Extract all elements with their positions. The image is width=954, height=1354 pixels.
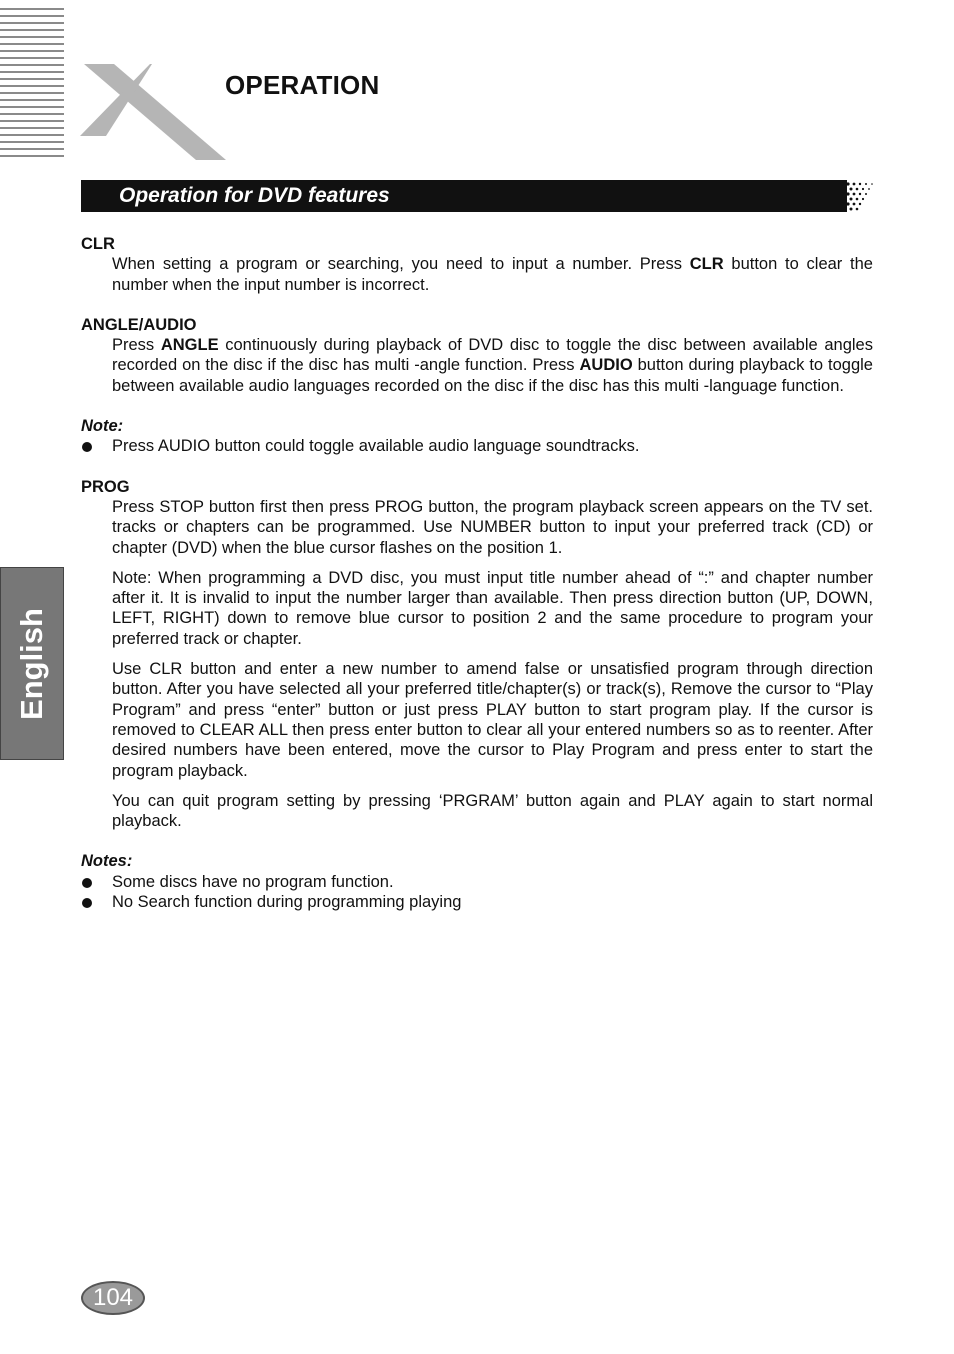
prog-paragraph: Use CLR button and enter a new number to amend false or unsatisfied program through direction button. After you have selected all your preferred title/chapter(s) or track(s), Remove the cursor to “Play Program” and press “enter” button or just press PLAY button to start program play. If the cursor is removed to CLEAR ALL then press enter button to clear all your entered numbers so as to reenter. After desired numbers have been entered, move the cursor to Play Program and press enter to start the program playback. <box>112 660 873 780</box>
note-section <box>81 416 873 457</box>
prog-paragraph: You can quit program setting by pressing ‘PRGRAM’ button again and PLAY again to start normal playback. <box>112 791 873 831</box>
content-body <box>81 234 873 932</box>
notes-heading: Notes: <box>81 852 133 871</box>
clr-description: When setting a program or searching, you need to input a number. Press CLR button to clear the number when the input number is incorrect. <box>112 255 873 294</box>
prog-paragraph: Note: When programming a DVD disc, you must input title number ahead of “:” and chapter number after it. It is invalid to input the number larger than available. Then press direction button (UP, DOWN, LEFT, RIGHT) down to remove blue cursor to position 2 and the same procedure to program your preferred track or chapter. <box>112 568 873 648</box>
prog-heading: PROG <box>81 477 130 496</box>
list-item: Press AUDIO button could toggle available audio language soundtracks. <box>81 436 873 456</box>
list-item: No Search function during programming playing <box>81 892 873 912</box>
angle-audio-description: Press ANGLE continuously during playback of DVD disc to toggle the disc between available angles recorded on the disc if the disc has multi -angle function. Press AUDIO button during playback to toggle between available audio languages recorded on the disc if the disc has this multi -language function. <box>112 336 873 395</box>
page-header-title: OPERATION <box>225 70 380 100</box>
section-title-bar <box>81 180 878 212</box>
prog-section <box>81 477 873 832</box>
prog-paragraph: Press STOP button first then press PROG button, the program playback screen appears on the TV set. tracks or chapters can be programmed. Use NUMBER button to input your preferred track (CD) or chapter (DVD) when the blue cursor flashes on the position 1. <box>112 497 873 557</box>
halftone-dots-icon <box>838 180 878 212</box>
section-title: Operation for DVD features <box>119 184 390 207</box>
angle-audio-section <box>81 315 873 396</box>
bullet-icon <box>82 442 92 452</box>
decorative-stripes <box>0 8 64 162</box>
bullet-icon <box>82 878 92 888</box>
bullet-icon <box>82 898 92 908</box>
angle-audio-heading: ANGLE/AUDIO <box>81 315 197 334</box>
language-side-tab <box>0 567 64 760</box>
x-logo-icon <box>78 60 228 164</box>
page-number: 104 <box>81 1281 145 1315</box>
clr-section <box>81 234 873 295</box>
side-tab-label: English <box>14 607 49 720</box>
clr-heading: CLR <box>81 235 115 253</box>
list-item: Some discs have no program function. <box>81 872 873 892</box>
notes-section <box>81 851 873 912</box>
note-heading: Note: <box>81 417 124 436</box>
